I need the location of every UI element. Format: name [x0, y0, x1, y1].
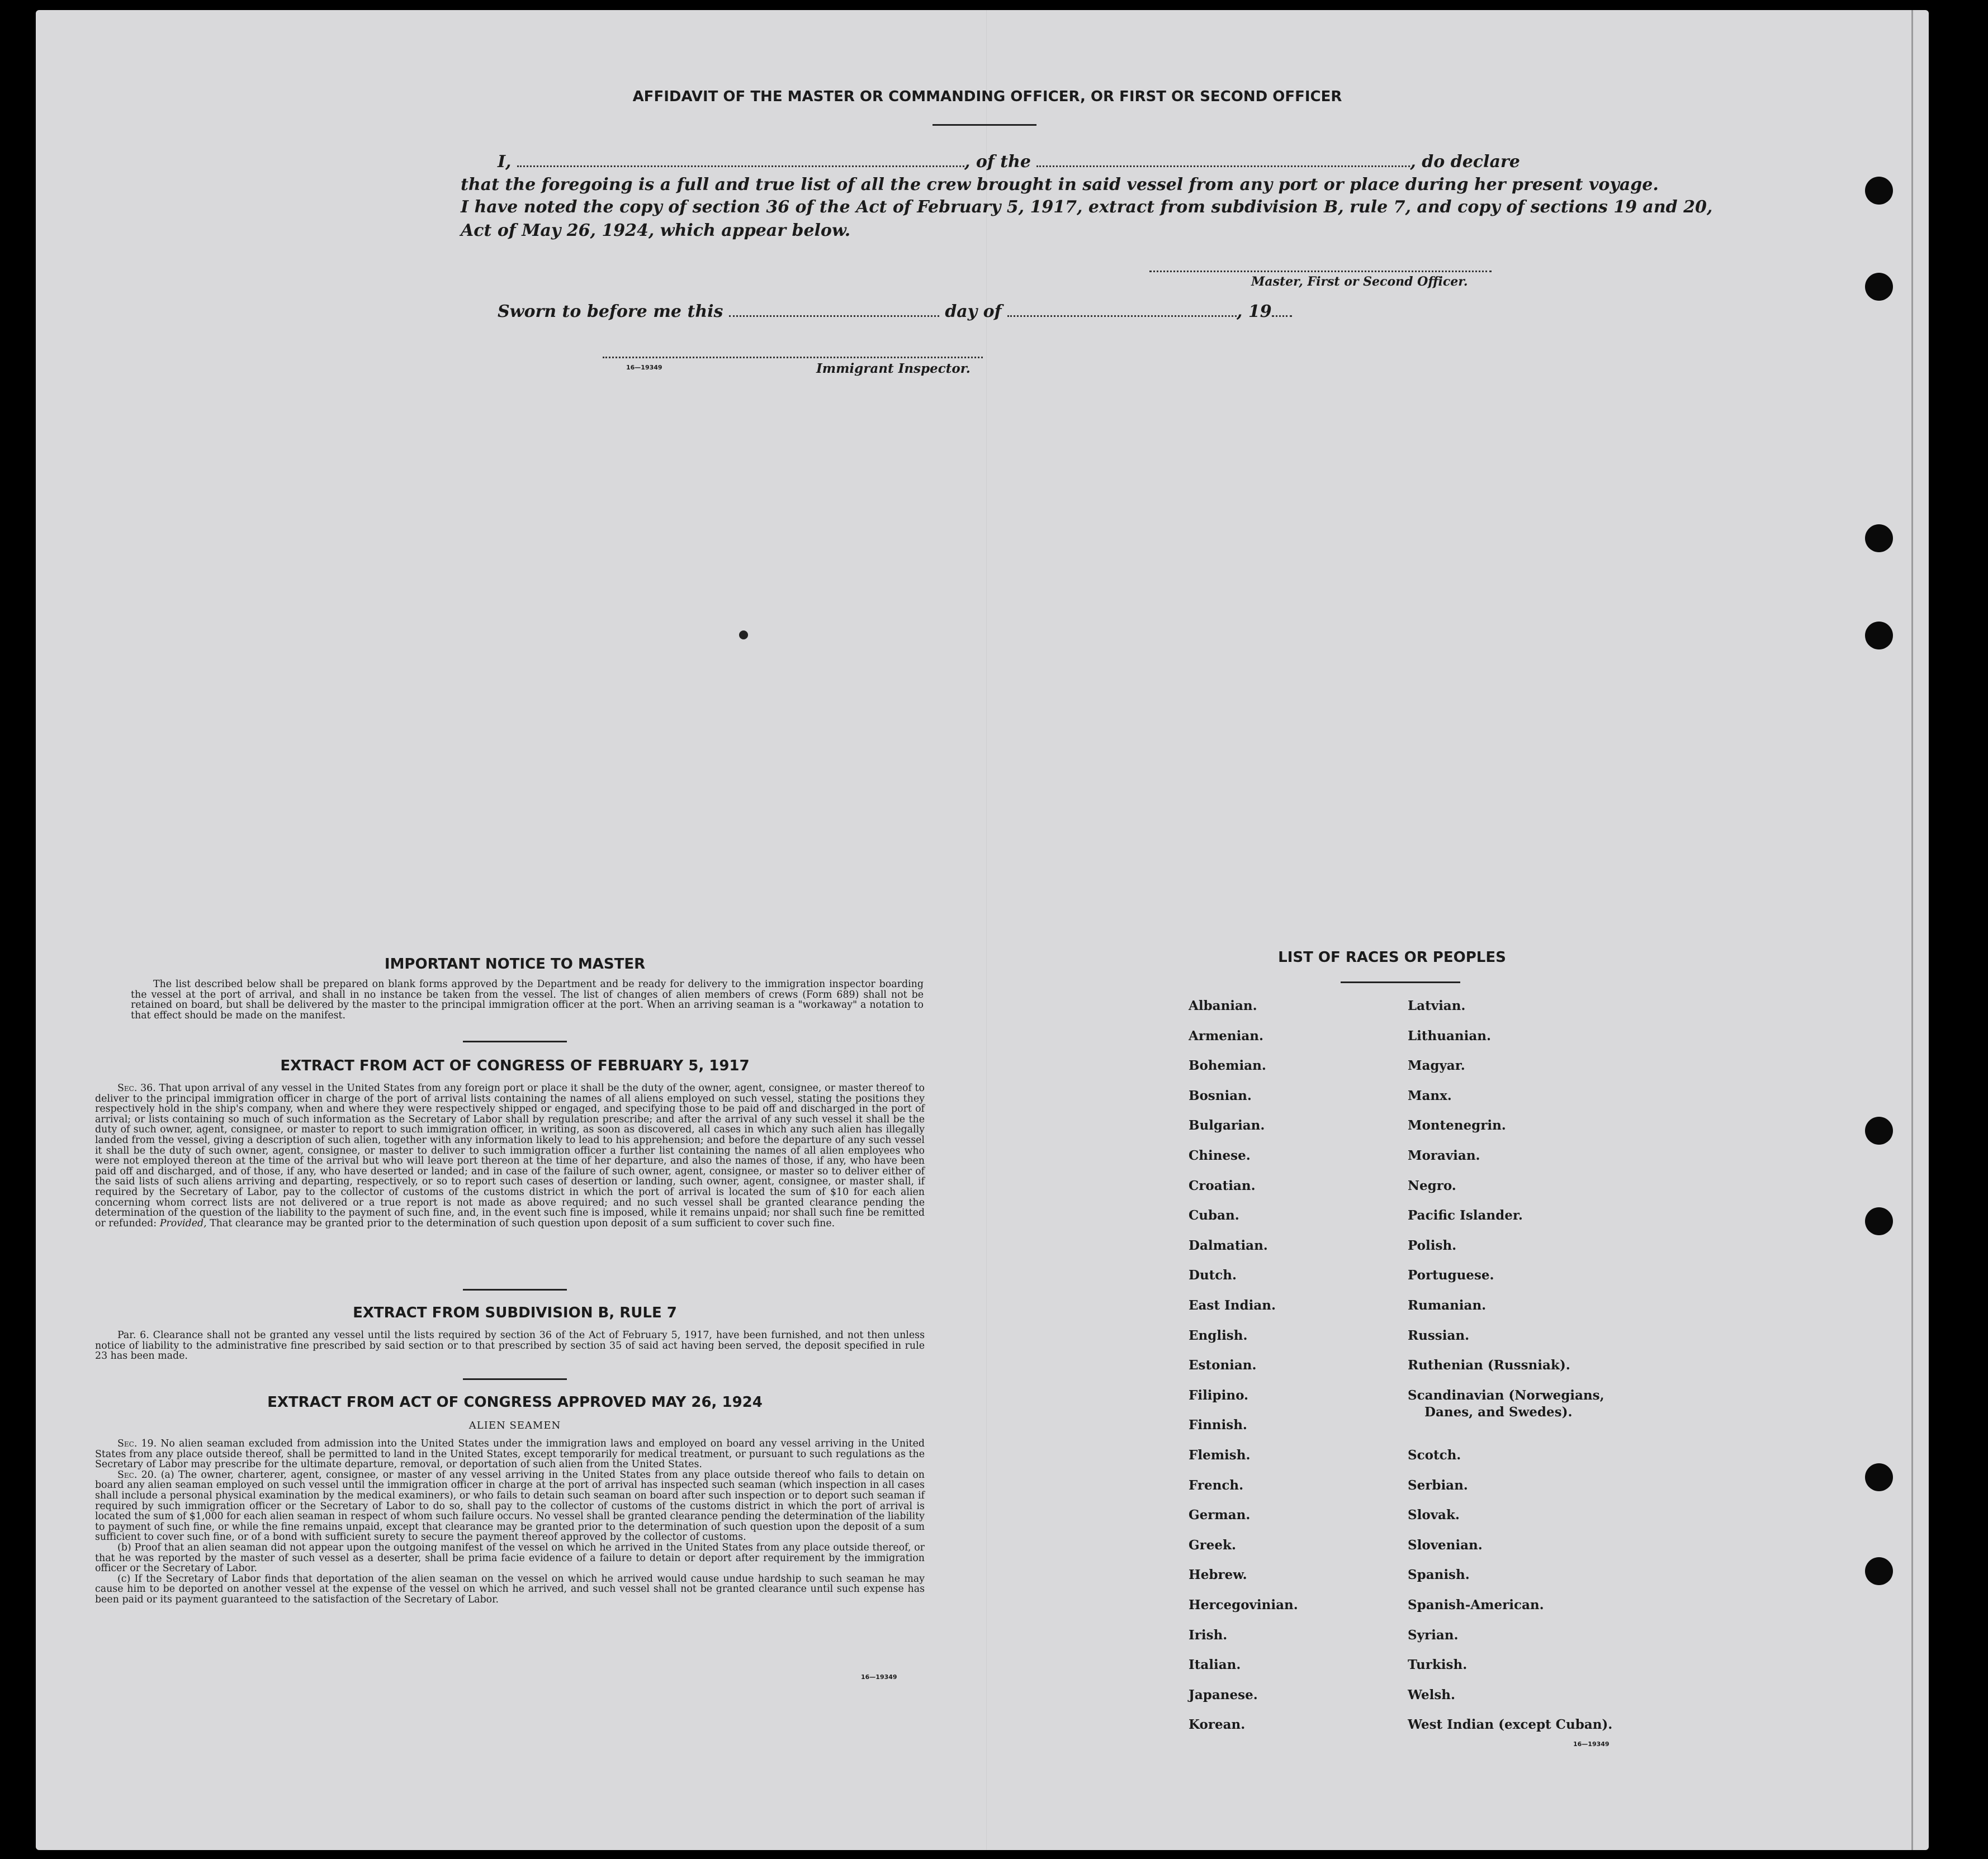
- notice-rule: [463, 1041, 567, 1042]
- race-item: Portuguese.: [1408, 1268, 1494, 1283]
- race-item: Polish.: [1408, 1237, 1457, 1253]
- race-item: Slovenian.: [1408, 1537, 1483, 1553]
- race-item: Estonian.: [1189, 1358, 1257, 1373]
- race-item: Welsh.: [1408, 1687, 1456, 1702]
- notice-title: IMPORTANT NOTICE TO MASTER: [384, 956, 646, 973]
- day-of-label: day of: [945, 302, 1002, 321]
- sworn-day-blank[interactable]: [729, 315, 939, 317]
- binder-hole: [1865, 1557, 1893, 1585]
- race-item: Finnish.: [1189, 1417, 1247, 1433]
- sec-36-label: Sec. 36.: [117, 1083, 156, 1094]
- race-item: Bohemian.: [1189, 1058, 1266, 1074]
- inspector-label: Immigrant Inspector.: [816, 361, 971, 376]
- rule-7-rule: [463, 1378, 567, 1380]
- extract-form-number: 16—19349: [861, 1673, 897, 1681]
- extract-1924-title: EXTRACT FROM ACT OF CONGRESS APPROVED MAY 26, 1924: [267, 1394, 763, 1411]
- race-item: Serbian.: [1408, 1477, 1468, 1493]
- sec-19-label: Sec. 19.: [117, 1438, 157, 1449]
- sec-19-text: No alien seaman excluded from admission into the United States under the immigration laws and employed on board any vessel arriving in the United States from any place outside thereof, shall be permitted to land in the United States, except temporarily for medical treatment, or pursuant to such regulations as the Secretary of Labor may prescribe for the ultimate departure, removal, or deportation of such alien from the United States.: [95, 1438, 925, 1471]
- affidavit-title: AFFIDAVIT OF THE MASTER OR COMMANDING OFFICER, OR FIRST OR SECOND OFFICER: [632, 88, 1342, 105]
- race-item: West Indian (except Cuban).: [1408, 1717, 1613, 1733]
- sworn-label: Sworn to before me this: [498, 302, 723, 321]
- race-item: German.: [1189, 1507, 1251, 1523]
- race-item: Hercegovinian.: [1189, 1597, 1298, 1613]
- of-the-label: , of the: [964, 152, 1031, 172]
- race-item: Pacific Islander.: [1408, 1208, 1523, 1223]
- master-signature-blank[interactable]: [1149, 271, 1492, 272]
- race-item: Latvian.: [1408, 998, 1466, 1013]
- binder-hole: [1865, 524, 1893, 552]
- ink-spot: [739, 630, 748, 639]
- race-item: Lithuanian.: [1408, 1028, 1491, 1044]
- races-form-number: 16—19349: [1573, 1741, 1610, 1748]
- race-item: Hebrew.: [1189, 1567, 1247, 1583]
- affidavit-form-number: 16—19349: [626, 364, 662, 371]
- race-item: Irish.: [1189, 1627, 1228, 1643]
- race-item: Manx.: [1408, 1088, 1452, 1103]
- race-item: Spanish.: [1408, 1567, 1470, 1583]
- title-rule: [933, 124, 1036, 126]
- sec-20a-text: (a) The owner, charterer, agent, consignee, or master of any vessel arriving in the United States from any place outside thereof who fails to detain on board any alien seaman employed on such vessel until the immigration officer in charge at the port of arrival has inspected such seaman (which inspection in all cases shall include a personal physical examination by the medical examiners), or who fails to detain such seaman on board after such inspection or to deport such seaman if required by such immigration officer or the Secretary of Labor to do so, shall pay to the collector of customs of the customs district in which the port of arrival is located the sum of $1,000 for each alien seaman in respect of whom such failure occurs. No vessel shall be granted clearance pending the determination of the liability to payment of such fine, or while the fine remains unpaid, except that clearance may be granted prior to the determination of such question upon the deposit of a sum sufficient to cover such fine, or of a bond with sufficient surety to secure the payment thereof approved by the collector of customs.: [95, 1469, 925, 1543]
- notice-paragraph: The list described below shall be prepared on blank forms approved by the Department and be ready for delivery to the immigration inspector boarding the vessel at the port of arrival, and shall in no instance be taken from the vessel. The list of changes of alien members of crews (Form 689) shall not be retained on board, but shall be delivered by the master to the principal immigration officer at the port. When an arriving seaman is a "workaway" a notation to that effect should be made on the manifest.: [131, 979, 924, 1021]
- sworn-line: [498, 302, 1292, 321]
- rule-7-paragraph: Par. 6. Clearance shall not be granted any vessel until the lists required by section 36 of the Act of February 5, 1917, have been furnished, and not then unless notice of liability to the administrative fine prescribed by said section or to that prescribed by section 35 of said act having been served, the deposit specified in rule 23 has been made.: [95, 1330, 925, 1362]
- page-edge: [1911, 10, 1913, 1850]
- declaration-line-3: I have noted the copy of section 36 of the Act of February 5, 1917, extract from subdivision B, rule 7, and copy of sections 19 and 20,: [461, 197, 1713, 217]
- race-item: Moravian.: [1408, 1148, 1480, 1163]
- extract-1917-rule: [463, 1289, 567, 1291]
- declaration-line-1: [498, 152, 1520, 172]
- race-item: Montenegrin.: [1408, 1118, 1506, 1134]
- race-item: Bulgarian.: [1189, 1118, 1265, 1134]
- binder-hole: [1865, 1117, 1893, 1145]
- sec-20-label: Sec. 20.: [117, 1469, 157, 1481]
- race-item: Negro.: [1408, 1178, 1456, 1193]
- sec-36-text-end: That clearance may be granted prior to the determination of such question upon deposit of a sum sufficient to cover such fine.: [210, 1217, 835, 1229]
- race-item: Croatian.: [1189, 1178, 1256, 1193]
- race-item: Rumanian.: [1408, 1298, 1487, 1313]
- race-item: Flemish.: [1189, 1448, 1251, 1463]
- race-item: Scandinavian (Norwegians,: [1408, 1387, 1604, 1403]
- extract-1924-text: [95, 1439, 925, 1605]
- rule-7-text: [95, 1330, 925, 1362]
- year-label: , 19: [1237, 302, 1272, 321]
- race-item: Turkish.: [1408, 1657, 1468, 1673]
- race-item: Italian.: [1189, 1657, 1241, 1673]
- race-item: Albanian.: [1189, 998, 1257, 1013]
- alien-seamen-subtitle: ALIEN SEAMEN: [468, 1420, 561, 1431]
- do-declare-label: , do declare: [1410, 152, 1520, 172]
- race-item: Magyar.: [1408, 1058, 1465, 1074]
- race-item: Bosnian.: [1189, 1088, 1252, 1103]
- race-item: Filipino.: [1189, 1387, 1249, 1403]
- sworn-year-blank[interactable]: [1272, 315, 1292, 317]
- binder-hole: [1865, 1463, 1893, 1491]
- declaration-line-2: that the foregoing is a full and true list of all the crew brought in said vessel from any port or place during her present voyage.: [461, 175, 1659, 195]
- race-item: Spanish-American.: [1408, 1597, 1544, 1613]
- race-item: Slovak.: [1408, 1507, 1460, 1523]
- sec-20c-text: (c) If the Secretary of Labor finds that deportation of the alien seaman on the vessel on which he arrived would cause undue hardship to such seaman he may cause him to be deported on another vessel at the expense of the vessel on which he arrived, and such vessel shall not be granted clearance until such expense has been paid or its payment guaranteed to the satisfaction of the Secretary of Labor.: [95, 1573, 925, 1605]
- provided-label: Provided,: [159, 1217, 207, 1229]
- race-item: Scotch.: [1408, 1448, 1461, 1463]
- i-label: I,: [498, 152, 512, 172]
- race-item: Dutch.: [1189, 1268, 1237, 1283]
- binder-hole: [1865, 177, 1893, 205]
- sec-36-text: That upon arrival of any vessel in the United States from any foreign port or place it shall be the duty of the owner, agent, consignee, or master thereof to deliver to the principal immigration officer in charge of the port of arrival lists containing the names of all aliens employed on such vessel, stating the positions they respectively hold in the ship's company, when and where they were respectively shipped or engaged, and specifying those to be paid off and discharged in the port of arrival; or lists containing so much of such information as the Secretary of Labor shall by regulation prescribe; and after the arrival of any such vessel it shall be the duty of such owner, agent, consignee, or master to report to such immigration officer, in writing, as soon as discovered, all cases in which any such alien has illegally landed from the vessel, giving a description of such alien, together with any information likely to lead to his apprehension; and before the departure of any such vessel it shall be the duty of such owner, agent, consignee, or master to deliver to such immigration officer a further list containing the names of all alien employees who were not employed thereon at the time of the arrival but who will leave port thereon at the time of her departure, and also the names of those, if any, who have been paid off and discharged, and of those, if any, who have deserted or landed; and in case of the failure of such owner, agent, consignee, or master so to deliver either of the said lists of such aliens arriving and departing, respectively, or so to report such cases of desertion or landing, such owner, agent, consignee, or master shall, if required by the Secretary of Labor, pay to the collector of customs of the customs district in which the port of arrival is located the sum of $10 for each alien concerning whom correct lists are not delivered or a true report is not made as above required; and no such vessel shall be granted clearance pending the determination of the question of the liability to the payment of such fine, and, in the event such fine is imposed, while it remains unpaid; nor shall such fine be remitted or refunded:: [95, 1083, 925, 1229]
- extract-1917-text: [95, 1083, 925, 1229]
- name-blank[interactable]: [517, 165, 964, 167]
- race-item: Dalmatian.: [1189, 1237, 1268, 1253]
- races-rule: [1341, 981, 1460, 983]
- race-item: Russian.: [1408, 1327, 1470, 1343]
- race-item: Chinese.: [1189, 1148, 1251, 1163]
- race-item: East Indian.: [1189, 1298, 1276, 1313]
- binder-hole: [1865, 273, 1893, 301]
- vessel-blank[interactable]: [1036, 165, 1410, 167]
- binder-hole: [1865, 1207, 1893, 1235]
- race-item: English.: [1189, 1327, 1248, 1343]
- inspector-signature-blank[interactable]: [603, 357, 983, 358]
- race-item: Armenian.: [1189, 1028, 1264, 1044]
- race-item: French.: [1189, 1477, 1244, 1493]
- fold-line: [986, 10, 987, 1850]
- sec-20b-text: (b) Proof that an alien seaman did not appear upon the outgoing manifest of the vessel on which he arrived in the United States from any place outside thereof, or that he was reported by the master of such vessel as a deserter, shall be prima facie evidence of a failure to detain or deport after requirement by the immigration officer or the Secretary of Labor.: [95, 1542, 925, 1575]
- rule-7-title: EXTRACT FROM SUBDIVISION B, RULE 7: [353, 1305, 677, 1321]
- race-item: Syrian.: [1408, 1627, 1459, 1643]
- extract-1917-title: EXTRACT FROM ACT OF CONGRESS OF FEBRUARY 5, 1917: [280, 1057, 750, 1074]
- master-signature-label: Master, First or Second Officer.: [1251, 274, 1468, 289]
- sworn-month-blank[interactable]: [1007, 315, 1237, 317]
- notice-text: [131, 979, 924, 1021]
- race-item: Danes, and Swedes).: [1424, 1404, 1573, 1420]
- declaration-line-4: Act of May 26, 1924, which appear below.: [461, 221, 851, 240]
- race-item: Japanese.: [1189, 1687, 1258, 1702]
- race-item: Cuban.: [1189, 1208, 1239, 1223]
- race-item: Korean.: [1189, 1717, 1246, 1733]
- race-item: Ruthenian (Russniak).: [1408, 1358, 1570, 1373]
- race-item: Greek.: [1189, 1537, 1236, 1553]
- binder-hole: [1865, 622, 1893, 649]
- races-title: LIST OF RACES OR PEOPLES: [1278, 949, 1506, 966]
